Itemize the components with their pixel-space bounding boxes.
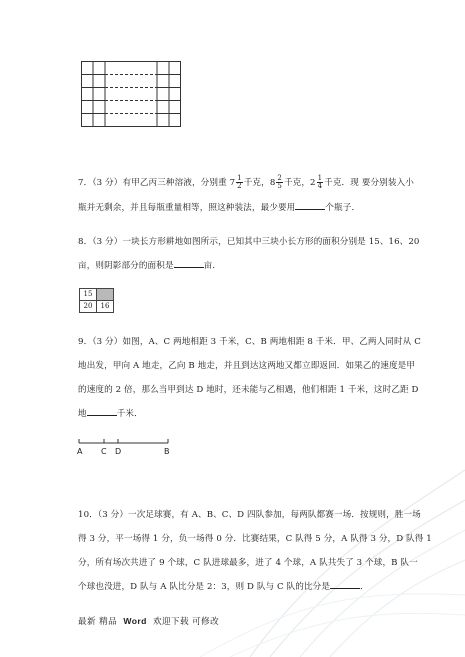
q7-answer-blank[interactable]	[295, 199, 325, 210]
cell-20: 20	[80, 301, 97, 313]
cell-16: 16	[97, 301, 114, 313]
q7-prefix: 7．（3 分）有甲乙丙三种溶液，分别重 7	[78, 178, 236, 188]
q8-line-2: 亩，则阴影部分的面积是 亩．	[78, 256, 390, 276]
label-a: A	[77, 447, 83, 456]
q7-fraction-2: $\frac{2}{5}$	[277, 174, 282, 190]
q7-fraction-1: $\frac{1}{2}$	[237, 174, 242, 190]
q10-answer-blank[interactable]	[330, 578, 360, 589]
q10-line-3: 分，所有场次共进了 9 个球，C 队进球最多，进了 4 个球，A 队共失了 3 个球，B 队一	[78, 558, 418, 568]
distance-line-figure	[76, 437, 176, 461]
q10-line-1: 10．（3 分）一次足球赛，有 A、B、C、D 四队参加，每两队都赛一场．按规则，胜一场	[78, 510, 421, 520]
q10-line-2: 得 3 分，平一场得 1 分，负一场得 0 分．比赛结果，C 队得 5 分，A 队得 3 分，D 队得 1	[78, 534, 432, 544]
label-c: C	[101, 447, 107, 456]
footer-word: Word	[123, 616, 147, 626]
page-footer: 最新 精品 Word 欢迎下载 可修改	[78, 616, 220, 627]
q9-line-2: 地出发，甲向 A 地走，乙向 B 地走，并且到达这两地又都立即返回．如果乙的速度是甲	[78, 361, 416, 371]
q10-line-4: 个球也没进，D 队与 A 队比分是 2：3，则 D 队与 C 队的比分是 ．	[78, 577, 390, 597]
q9-line-1: 9．（3 分）如图，A、C 两地相距 3 千米，C、B 两地相距 8 千米．甲、乙两人同时从 C	[78, 337, 421, 347]
shaded-cell	[97, 289, 114, 301]
grid-figure	[81, 61, 181, 127]
q9-line-4: 地 千米．	[78, 404, 390, 424]
cell-15: 15	[80, 289, 97, 301]
q7-line-1: 7．（3 分）有甲乙丙三种溶液，分别重 7 $\frac{1}{2}$ 千克，8 $\frac{2}{5}$ 千克，2 $\frac{1}{4}$ 千克．现 要分别装入小	[78, 174, 414, 190]
q8-line-1: 8．（3 分）一块长方形耕地如图所示，已知其中三块小长方形的面积分别是 15、16、20	[78, 237, 420, 247]
label-b: B	[164, 447, 170, 456]
q9-line-3: 的速度的 2 倍，那么当甲到达 D 地时，还未能与乙相遇，他们相距 1 千米，这时乙距 D	[78, 385, 419, 395]
q7-line-2: 瓶并无剩余，并且每瓶重量相等，照这种装法，最少要用 个瓶子．	[78, 198, 390, 218]
q8-answer-blank[interactable]	[174, 257, 204, 268]
field-area-table	[79, 288, 114, 313]
label-d: D	[115, 447, 122, 456]
q9-answer-blank[interactable]	[87, 405, 117, 416]
q7-fraction-3: $\frac{1}{4}$	[317, 174, 323, 190]
